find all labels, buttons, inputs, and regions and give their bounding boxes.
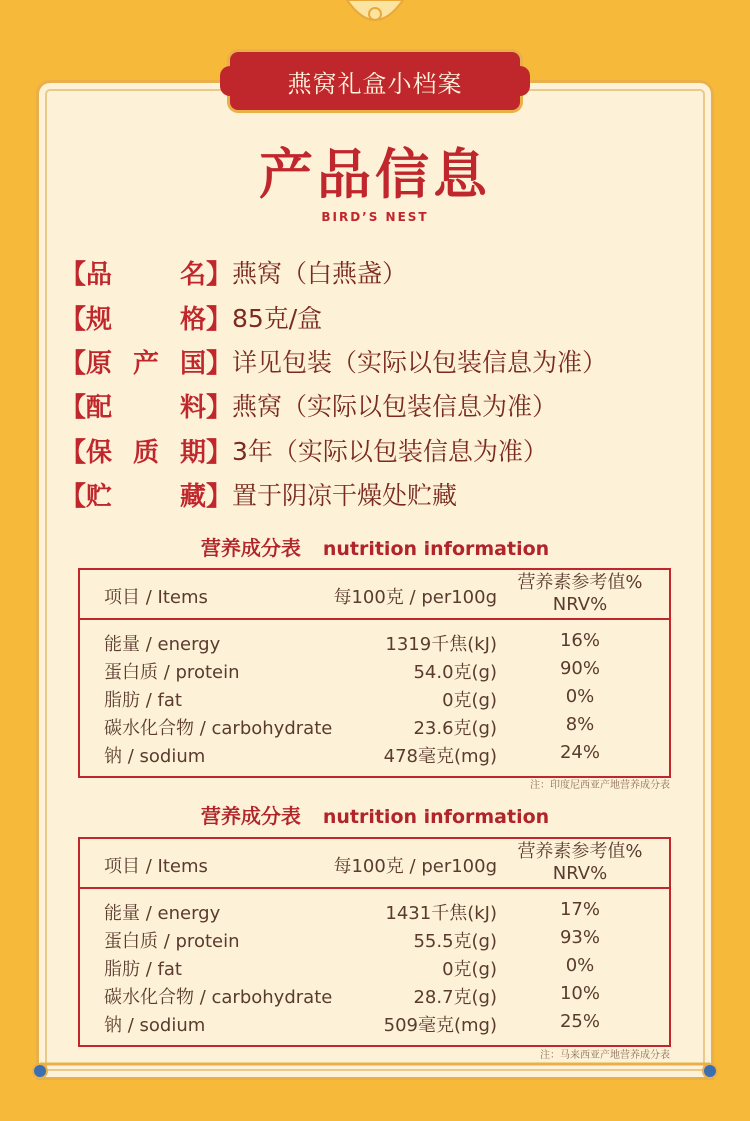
info-row-origin (60, 343, 607, 379)
info-row-ingredients (60, 387, 557, 423)
nutrition-heading-1: 营养成分表 nutrition information (200, 536, 550, 560)
nutrition-table-1 (78, 568, 671, 778)
table-row: 蛋白质 / protein 54.0克(g) 90% (104, 658, 600, 683)
table-header: 项目 / Items 每100克 / per100g 营养素参考值% NRV% (80, 839, 669, 889)
table-row: 蛋白质 / protein 55.5克(g) 93% (104, 927, 600, 952)
page-title: 产品信息 (259, 142, 491, 206)
info-row-shelf-life (60, 432, 548, 468)
table-row: 脂肪 / fat 0克(g) 0% (104, 955, 595, 980)
info-value: 85克/盒 (232, 304, 323, 333)
table-row: 碳水化合物 / carbohydrate 23.6克(g) 8% (104, 714, 595, 739)
info-value: 置于阴凉干燥处贮藏 (232, 481, 458, 510)
table-row: 钠 / sodium 509毫克(mg) 25% (104, 1011, 600, 1036)
top-ornament-icon (343, 0, 407, 36)
nutrition-heading-2: 营养成分表 nutrition information (200, 804, 550, 828)
info-label: 【保 质 期】 (60, 437, 232, 468)
table-row: 碳水化合物 / carbohydrate 28.7克(g) 10% (104, 983, 600, 1008)
nutrition-table-2 (78, 837, 671, 1047)
info-label: 【配 料】 (60, 392, 232, 423)
table-row: 能量 / energy 1319千焦(kJ) 16% (104, 630, 600, 655)
table-row: 脂肪 / fat 0克(g) 0% (104, 686, 595, 711)
info-row-name (60, 254, 407, 290)
info-value: 燕窝（实际以包装信息为准） (232, 392, 558, 421)
info-row-storage (60, 476, 457, 512)
header-ribbon (230, 52, 520, 110)
table-row: 能量 / energy 1431千焦(kJ) 17% (104, 899, 600, 924)
info-value: 燕窝（白燕盏） (232, 259, 408, 288)
ribbon-title: 燕窝礼盒小档案 (287, 69, 463, 98)
info-label: 【品 名】 (60, 259, 232, 290)
table-note-2: 注：马来西亚产地营养成分表 (540, 1050, 670, 1061)
table-header: 项目 / Items 每100克 / per100g 营养素参考值% NRV% (80, 570, 669, 620)
info-value: 详见包装（实际以包装信息为准） (232, 348, 608, 377)
info-row-spec (60, 299, 322, 335)
table-row: 钠 / sodium 478毫克(mg) 24% (104, 742, 600, 767)
info-value: 3年（实际以包装信息为准） (232, 437, 548, 466)
page-subtitle: BIRD’S NEST (321, 210, 429, 224)
card-bottom-ornament-icon (30, 1062, 720, 1080)
info-label: 【原 产 国】 (60, 348, 232, 379)
table-note-1: 注：印度尼西亚产地营养成分表 (530, 780, 670, 791)
info-label: 【规 格】 (60, 304, 232, 335)
info-label: 【贮 藏】 (60, 481, 232, 512)
